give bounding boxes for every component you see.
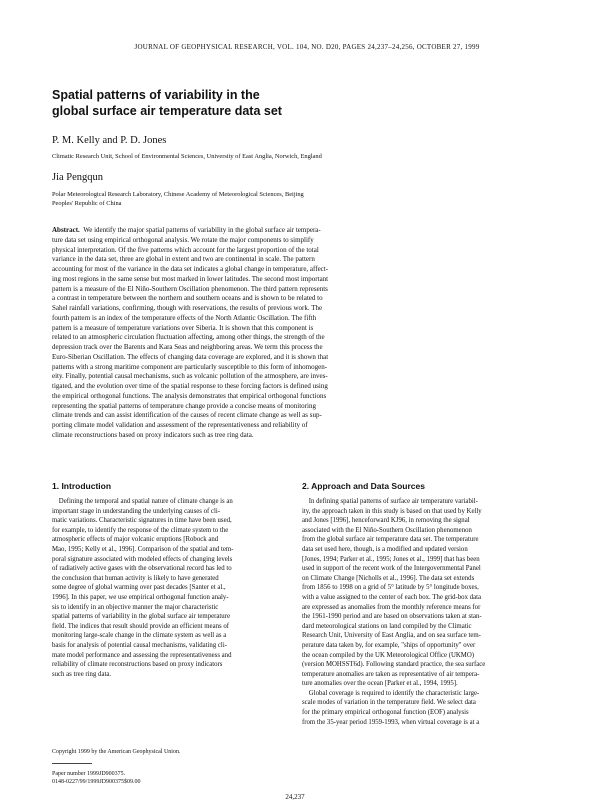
body-line: important stage in understanding the underlying causes of cli- xyxy=(52,507,220,515)
body-line: dard meteorological stations on land compiled by the Climatic xyxy=(302,622,472,630)
abstract-line: ing most regions in the same sense but most marked in lower latitudes. The second most important xyxy=(52,274,329,283)
body-line: on Climate Change [Nicholls et al., 1996]. The data set extends xyxy=(302,574,475,582)
body-line: from 1856 to 1998 on a grid of 5° latitude by 5° longitude boxes, xyxy=(302,584,479,592)
body-line: data set used here, though, is a modified and updated version xyxy=(302,545,468,553)
section-heading-introduction: 1. Introduction xyxy=(52,481,112,491)
page-number: 24,237 xyxy=(285,793,305,801)
affiliation-line: Polar Meteorological Research Laboratory, Chinese Academy of Meteorological Sciences, Beijing xyxy=(52,191,304,198)
body-line: are expressed as anomalies from the monthly reference means for xyxy=(302,603,481,611)
body-line: Mao, 1995; Kelly et al., 1996]. Comparison of the spatial and tem- xyxy=(52,545,234,553)
author-affiliation-second xyxy=(52,190,304,208)
body-line: the 1961-1990 period and are based on observations taken at stan- xyxy=(302,613,482,621)
body-line: ity, the approach taken in this study is based on that used by Kelly xyxy=(302,507,482,515)
abstract-line: related to an atmospheric circulation fluctuation affecting, among other things, the strength of the xyxy=(52,333,325,342)
abstract-line: variance in the data set, three are global in extent and two are continental in scale. The pattern xyxy=(52,255,315,264)
body-line: Research Unit, University of East Anglia, and on sea surface tem- xyxy=(302,632,481,640)
author-affiliation: Climatic Research Unit, School of Environmental Sciences, University of East Anglia, Norwich, England xyxy=(52,153,322,160)
abstract xyxy=(52,226,540,441)
author-names: P. M. Kelly and P. D. Jones xyxy=(52,135,167,146)
body-line: and Jones [1996], henceforward KJ96, in removing the signal xyxy=(302,517,470,525)
body-line: the conclusion that human activity is likely to have generated xyxy=(52,574,219,582)
abstract-line: ture data set using empirical orthogonal analysis. We rotate the major components to simplify xyxy=(52,235,314,244)
body-line: spatial patterns of variability in the global surface air temperature xyxy=(52,613,230,621)
body-line: with a value assigned to the center of each box. The grid-box data xyxy=(302,593,481,601)
body-line: Global coverage is required to identify the characteristic large- xyxy=(302,689,480,697)
body-line: temperature anomalies are taken as representative of air tempera- xyxy=(302,670,480,678)
body-line: perature data taken by, for example, "ships of opportunity" over xyxy=(302,641,476,649)
body-line: field. The indices that result should provide an efficient means of xyxy=(52,622,229,630)
abstract-line: accounting for most of the variance in the data set indicates a global change in temperature, affect- xyxy=(52,265,329,273)
abstract-line: depression track over the Barents and Kara Seas and neighboring areas. We term this process the xyxy=(52,343,323,351)
body-line: [Jones, 1994; Parker et al., 1995; Jones et al., 1999] that has been xyxy=(302,555,480,563)
abstract-line: tigated, and the evolution over time of the spatial response to these forcing factors is defined using xyxy=(52,382,328,390)
abstract-line: climate trends and can assist identification of the causes of recent climate change as well as sup- xyxy=(52,411,322,420)
abstract-line: pattern is a measure of temperature variations over Siberia. It is shown that this component is xyxy=(52,323,314,332)
title-line: Spatial patterns of variability in the xyxy=(52,88,260,102)
issn-code: 0148-0227/99/1999JD900375$09.00 xyxy=(52,779,141,785)
abstract-line: the empirical orthogonal functions. The analysis demonstrates that empirical orthogonal functions xyxy=(52,391,327,400)
body-line: scale modes of variation in the temperature field. We select data xyxy=(302,699,476,707)
body-line: sis to identify in an objective manner the major characteristic xyxy=(52,603,219,611)
body-line: ture anomalies over the ocean [Parker et al., 1994, 1995]. xyxy=(302,680,458,688)
author-name-second: Jia Pengqun xyxy=(52,172,104,183)
body-line: some degree of global warming over past decades [Santer et al., xyxy=(52,584,226,592)
copyright-notice: Copyright 1999 by the American Geophysical Union. xyxy=(52,749,181,755)
title-line: global surface air temperature data set xyxy=(52,104,282,118)
body-line: such as tree ring data. xyxy=(52,670,112,678)
body-line: from the 35-year period 1959-1993, when virtual coverage is at a xyxy=(302,718,480,726)
abstract-line: a contrast in temperature between the northern and southern oceans and is shown to be related to xyxy=(52,294,323,303)
abstract-line: pattern is a measure of the El Niño-Southern Oscillation phenomenon. The third pattern represents xyxy=(52,284,328,293)
body-line: of radiatively active gases with the observational record has led to xyxy=(52,565,232,573)
body-line: for the primary empirical orthogonal function (EOF) analysis xyxy=(302,709,469,717)
body-line: atmospheric effects of major volcanic eruptions [Robock and xyxy=(52,536,219,544)
body-line: matic variations. Characteristic signatures in time have been used, xyxy=(52,517,232,525)
paper-number: Paper number 1999JD900375. xyxy=(52,771,126,777)
abstract-line: physical interpretation. Of the five patterns which account for the largest proportion of the total xyxy=(52,245,319,254)
body-line: Defining the temporal and spatial nature of climate change is an xyxy=(52,498,233,505)
abstract-line: eity. Finally, potential causal mechanisms, such as volcanic pollution of the atmosphere, are inves- xyxy=(52,372,328,381)
body-line: basis for analysis of potential causal mechanisms, validating cli- xyxy=(52,641,227,649)
introduction-column xyxy=(52,497,290,679)
approach-column xyxy=(302,497,540,727)
abstract-line: Euro-Siberian Oscillation. The effects of changing data coverage are explored, and it is shown that xyxy=(52,352,329,361)
body-line: mate model performance and assessing the representativeness and xyxy=(52,651,232,659)
abstract-line: Sahel rainfall variations, confirming, though with reservations, the results of previous work. The xyxy=(52,304,323,312)
article-title xyxy=(52,87,352,119)
abstract-line: patterns with a strong maritime component are particularly susceptible to this form of inhomogen- xyxy=(52,362,328,371)
body-line: associated with the El Niño-Southern Oscillation phenomenon xyxy=(302,526,472,534)
body-line: the ocean compiled by the UK Meteorological Office (UKMO) xyxy=(302,651,475,659)
section-heading-approach: 2. Approach and Data Sources xyxy=(302,481,425,491)
body-line: for example, to identify the response of the climate system to the xyxy=(52,526,229,534)
running-head: JOURNAL OF GEOPHYSICAL RESEARCH, VOL. 104, NO. D20, PAGES 24,237–24,256, OCTOBER 27, 1999 xyxy=(134,43,480,51)
body-line: from the global surface air temperature data set. The temperature xyxy=(302,536,479,544)
abstract-line: porting climate model validation and assessment of the representativeness and reliability of xyxy=(52,421,308,429)
abstract-line: climate reconstructions based on proxy indicators such as tree ring data. xyxy=(52,430,254,439)
abstract-text: We identify the major spatial patterns of variability in the global surface air tempera- xyxy=(83,226,321,234)
abstract-label: Abstract. xyxy=(52,226,80,234)
body-line: used in support of the recent work of the Intergovernmental Panel xyxy=(302,565,481,573)
body-line: monitoring large-scale change in the climate system as well as a xyxy=(52,632,227,640)
body-line: (version MOHSST6d). Following standard practice, the sea surface xyxy=(302,661,486,669)
abstract-line: representing the spatial patterns of temperature change provide a concise means of monitoring xyxy=(52,401,316,410)
affiliation-line: Peoples' Republic of China xyxy=(52,200,122,207)
abstract-line xyxy=(52,226,540,236)
footnote-rule xyxy=(52,763,92,764)
body-line: In defining spatial patterns of surface air temperature variabil- xyxy=(302,498,478,505)
body-line: reliability of climate reconstructions based on proxy indicators xyxy=(52,661,223,669)
abstract-line: fourth pattern is an index of the temperature effects of the North Atlantic Oscillation. The fifth xyxy=(52,313,317,322)
body-line: 1996]. In this paper, we use empirical orthogonal function analy- xyxy=(52,593,229,601)
body-line: poral signature associated with modeled effects of changing levels xyxy=(52,555,233,563)
